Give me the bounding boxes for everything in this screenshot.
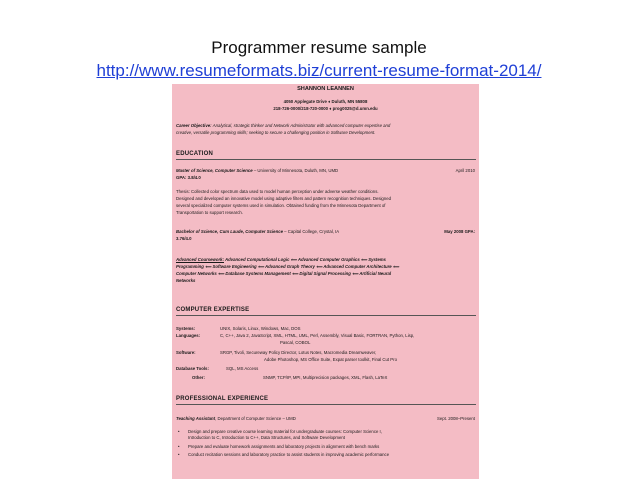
thesis-3: several specialized computer systems used in simulation. Obtained funding from the Minnesota Department of [176,203,386,208]
ms-gpa: GPA: 3.8/4.0 [176,175,201,180]
job-line [176,416,476,422]
languages-value-2: Pascal, COBOL [280,340,311,345]
resume-contact: 218-726-0000/218-720-0000 ♦ prog0025@d.umn.edu [273,106,378,111]
thesis-2: Designed and developed an innovative model using adaptive filters and pattern recognition techniques. Designed [176,196,391,201]
other-value: SNMP, TCP/IP, MPI, Multiprecision packages, XML, Flash, LaTeX [263,375,388,380]
source-link[interactable]: http://www.resumeformats.biz/current-resume-format-2014/ [96,61,542,80]
ms-date: April 2010 [455,168,475,173]
coursework-3: Computer Networks ⟸ Database Systems Management ⟸ Digital Signal Processing ⟸ Artificial Neural [176,271,392,276]
experience-rule [176,404,476,405]
resume-address: 4050 Applegate Drive ♦ Duluth, MN 55808 [283,99,368,104]
ms-degree: Master of Science, Computer Science [176,168,253,173]
resume-image [172,84,479,479]
slide-title: Programmer resume sample [211,38,427,57]
coursework-1 [176,257,476,263]
job-dept: , Department of Computer Science – UMD [215,416,296,421]
systems-label: Systems: [176,326,196,331]
bullet-2 [178,444,474,450]
systems-value: UNIX, Solaris, Linux, Windows, Mac, DOS [220,326,301,331]
thesis-1: Thesis: Collected color spectrum data used to model human perception under adverse weather conditions. [176,189,379,194]
objective-text: Analytical, strategic thinker and Network Administrator with advanced computer expertise and [212,123,391,128]
bs-degree: Bachelor of Science, Cum Laude, Computer Science [176,229,283,234]
bs-date: May 2008 GPA: [444,229,475,234]
dbtools-value: SQL, MS Access [226,366,259,371]
resume-name: SHANNON LEANNEN [297,86,354,92]
coursework-4: Networks [176,278,196,283]
bullet-2-text: • Prepare and evaluate homework assignments and laboratory projects in alignment with bench marks [188,444,380,449]
bullet-1-line-2: Introduction to C, Introduction to C++, Data Structures, and Software Development [188,435,345,441]
education-rule [176,159,476,160]
bullet-1 [178,429,474,441]
experience-heading: PROFESSIONAL EXPERIENCE [176,396,269,402]
coursework-text: Advanced Computational Logic ⟸ Advanced Computer Graphics ⟸ Systems [224,257,386,262]
coursework-label: Advanced Coursework: [176,257,224,262]
job-date: Sept. 2008–Present [437,416,475,421]
bullet-3-text: • Conduct recitation sessions and laboratory practice to assist students in improving academic performance [188,452,390,457]
other-label: Other: [192,375,205,380]
career-objective [176,123,476,129]
languages-label: Languages: [176,333,201,338]
education-heading: EDUCATION [176,151,214,157]
expertise-heading: COMPUTER EXPERTISE [176,307,250,313]
bullet-3 [178,452,474,458]
thesis-4: Transportation to support research. [176,210,243,215]
ms-school: – University of Minnesota, Duluth, MN, UMD [252,168,339,173]
dbtools-label: Database Tools: [176,366,209,371]
job-title: Teaching Assistant [176,416,216,421]
expertise-rule [176,315,476,316]
objective-label: Career Objective: [176,123,212,128]
coursework-2: Programming ⟸ Software Engineering ⟸ Advanced Graph Theory ⟸ Advanced Computer Architecture ⟸ [176,264,400,269]
bs-gpa: 3.76/4.0 [176,236,192,241]
software-label: Software: [176,350,196,355]
software-value: SRGP, Tivoli, Secureway Policy Director, Lotus Notes, Macromedia Dreamweaver, [220,350,377,355]
ms-degree-line [176,168,476,174]
objective-text-2: creative, versatile programming skills; seeking to secure a challenging position in Software Development. [176,130,376,135]
software-value-2: Adobe Photoshop, MS Office Suite, Expat parser toolkit, Final Cut Pro [264,357,397,362]
bs-school: – Capital College, Crystal, IA [282,229,340,234]
bullet-1-line-1: • Design and prepare creative course learning material for undergraduate courses: Computer Science I, [188,429,382,434]
bs-degree-line [176,229,476,235]
languages-value: C, C++, Java 2, JavaScript, XML, HTML, UML, Perl, Assembly, Visual Basic, FORTRAN, Python, Lisp, [220,333,415,338]
